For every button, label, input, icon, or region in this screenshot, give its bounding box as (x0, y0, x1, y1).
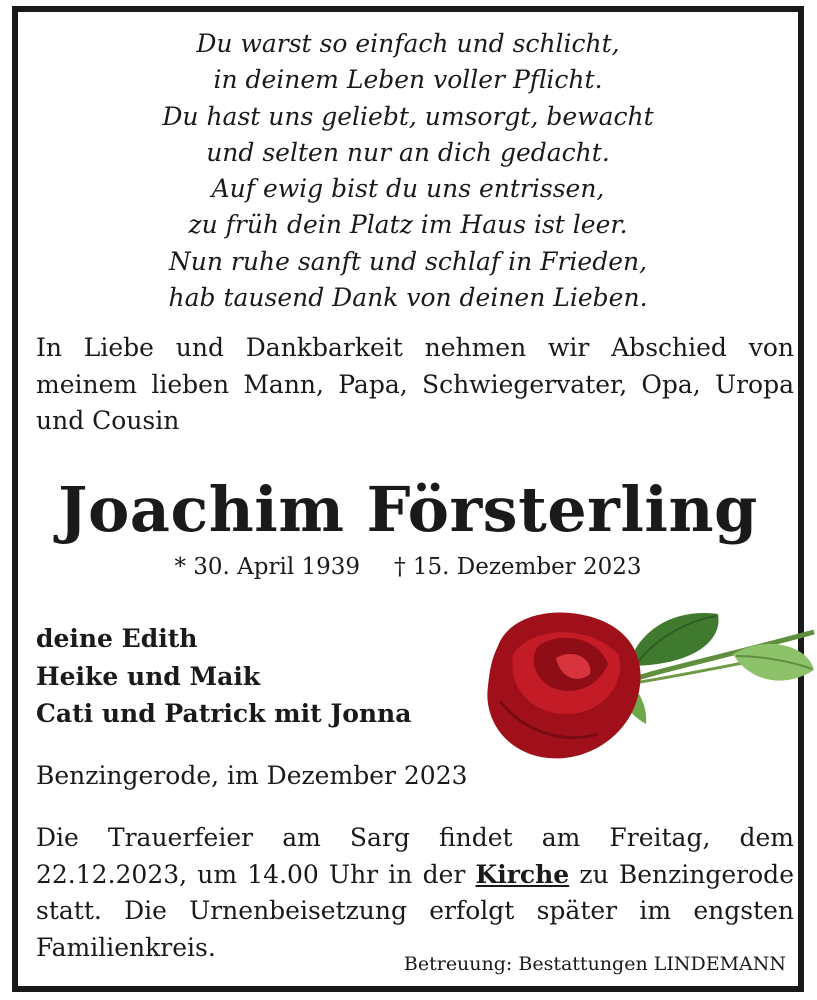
family-member: Heike und Maik (36, 661, 261, 691)
funeral-service-text (36, 820, 794, 966)
intro-text: In Liebe und Dankbarkeit nehmen wir Abschied von meinem lieben Mann, Papa, Schwiegervater, Opa, Uropa und Cousin (36, 333, 794, 435)
family-list (36, 620, 411, 733)
obituary-frame (12, 6, 804, 992)
deceased-name: Joachim Försterling (58, 473, 758, 546)
poem-line: Du hast uns geliebt, umsorgt, bewacht (162, 101, 654, 131)
poem-line: und selten nur an dich gedacht. (206, 137, 610, 167)
red-rose-icon (478, 606, 816, 766)
funeral-home-credit: Betreuung: Bestattungen LINDEMANN (403, 953, 786, 975)
birth-date: * 30. April 1939 (174, 554, 361, 580)
poem-line: Auf ewig bist du uns entrissen, (211, 174, 605, 204)
family-member: Cati und Patrick mit Jonna (36, 699, 412, 728)
poem-line: hab tausend Dank von deinen Lieben. (168, 283, 648, 313)
poem-line: zu früh dein Platz im Haus ist leer. (188, 210, 628, 240)
poem (18, 26, 798, 316)
life-dates (18, 552, 798, 582)
poem-line: Du warst so einfach und schlicht, (196, 29, 620, 58)
service-text-end: zu Benzingerode statt. Die Urnenbeisetzung erfolgt später im engsten Familienkreis. (36, 859, 794, 962)
poem-line: in deinem Leben voller Pflicht. (213, 65, 603, 95)
death-date: † 15. Dezember 2023 (394, 554, 642, 580)
service-location: Kirche (475, 859, 570, 889)
poem-line: Nun ruhe sanft und schlaf in Frieden, (168, 246, 648, 276)
service-text-start: Die Trauerfeier am Sarg findet am Freitag, dem 22.12.2023, um 14.00 Uhr in der (36, 823, 794, 889)
place-date: Benzingerode, im Dezember 2023 (36, 761, 468, 790)
family-member: deine Edith (36, 624, 198, 653)
